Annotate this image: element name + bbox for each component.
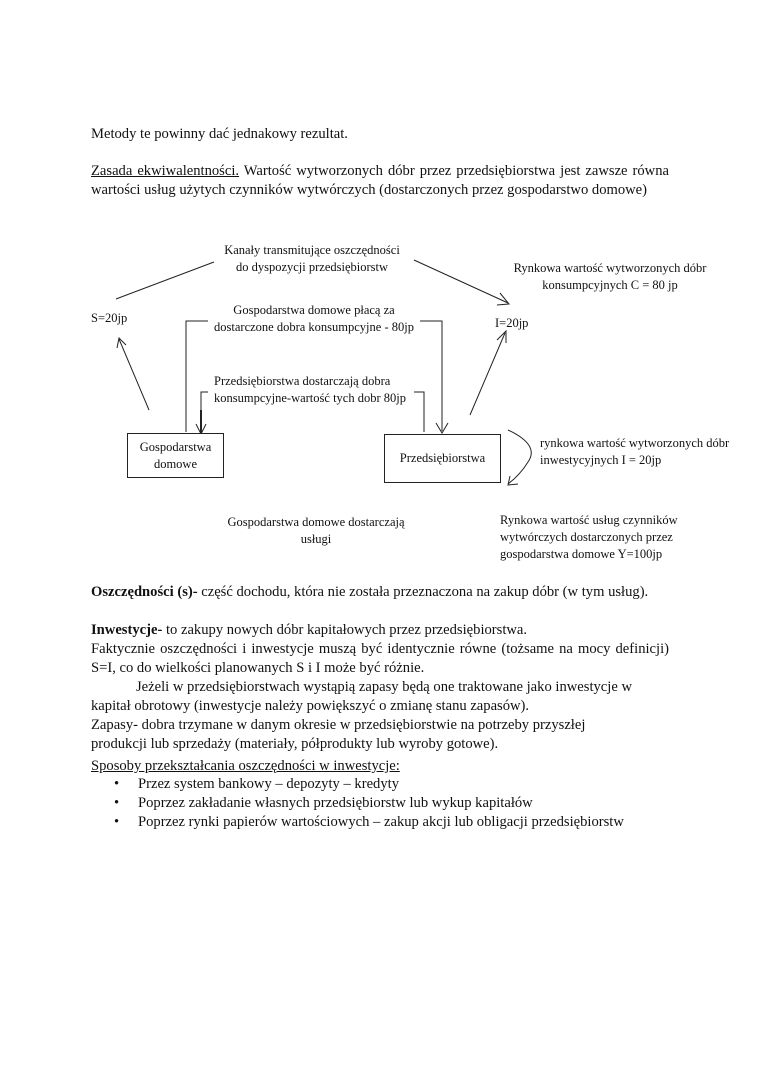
factor-services-line3: gospodarstwa domowe Y=100jp (500, 547, 663, 561)
firms-box (384, 434, 501, 483)
investment-term: Inwestycje- (91, 622, 163, 638)
list-item-text: Poprzez zakładanie własnych przedsiębiorstw lub wykup kapitałów (138, 795, 533, 811)
intro-paragraph (91, 125, 669, 144)
channels-label (209, 242, 415, 276)
investment-goods-value-label (540, 435, 729, 469)
channels-label-line2: do dyspozycji przedsiębiorstw (235, 260, 389, 274)
list-item-text: Przez system bankowy – depozyty – kredyty (138, 776, 400, 792)
investment-definition-text: to zakupy nowych dóbr kapitałowych przez przedsiębiorstwa. (162, 622, 528, 638)
factor-services-line1: Rynkowa wartość usług czynników (500, 513, 678, 527)
firms-supply-line1: Przedsiębiorstwa dostarczają dobra (214, 374, 391, 388)
equivalence-text: Wartość wytworzonych dóbr przez przedsiębiorstwa jest zawsze równa wartości usług użytych czynników wytwórczych (dostarczonych przez gospodarstwo domowe) (91, 163, 669, 198)
households-services-line1: Gospodarstwa domowe dostarczają (227, 515, 405, 529)
stocks-text-line1: Zapasy- dobra trzymane w danym okresie w przedsiębiorstwie na potrzeby przyszłej (91, 717, 586, 733)
investment-goods-line1: rynkowa wartość wytworzonych dóbr (540, 436, 730, 450)
bullet-icon: • (114, 776, 120, 792)
equivalence-heading: Zasada ekwiwalentności. (91, 163, 240, 179)
inventory-paragraph (91, 678, 671, 716)
households-services-line2: usługi (300, 532, 332, 546)
households-box (127, 433, 224, 478)
factor-services-value-label (500, 512, 678, 563)
channels-label-line1: Kanały transmitujące oszczędności (224, 243, 400, 257)
methods-heading: Sposoby przekształcania oszczędności w inwestycje: (91, 758, 400, 774)
factor-services-line2: wytwórczych dostarczonych przez (500, 530, 673, 544)
stocks-paragraph (91, 716, 691, 754)
consumer-goods-value-label (505, 260, 715, 294)
stocks-text-line2: produkcji lub sprzedaży (materiały, półprodukty lub wyroby gotowe). (91, 736, 499, 752)
households-supply-services-label (210, 514, 422, 548)
households-box-line1: Gospodarstwa (139, 439, 212, 454)
savings-definition (91, 583, 669, 602)
investment-label: I=20jp (495, 316, 529, 330)
firms-supply-line2: konsumpcyjne-wartość tych dobr 80jp (214, 391, 406, 405)
firms-supply-label (214, 373, 406, 407)
consumer-goods-line1: Rynkowa wartość wytworzonych dóbr (513, 261, 707, 275)
identity-text: Faktycznie oszczędności i inwestycje muszą być identycznie równe (tożsame na mocy definicji) S=I, co do wielkości planowanych S i I może być różnie. (91, 641, 669, 676)
list-item-text: Poprzez rynki papierów wartościowych – zakup akcji lub obligacji przedsiębiorstw (138, 814, 624, 830)
methods-list (91, 775, 691, 832)
investment-definition (91, 621, 669, 640)
savings-label: S=20jp (91, 311, 128, 325)
equivalence-paragraph (91, 162, 669, 200)
list-item (91, 775, 691, 794)
methods-heading-block (91, 757, 669, 776)
investment-goods-line2: inwestycyjnych I = 20jp (540, 453, 662, 467)
households-pay-line1: Gospodarstwa domowe płacą za (233, 303, 395, 317)
list-item (91, 813, 691, 832)
intro-text: Metody te powinny dać jednakowy rezultat. (91, 126, 348, 142)
savings-term: Oszczędności (s)- (91, 584, 198, 600)
savings-definition-text: część dochodu, która nie została przeznaczona na zakup dóbr (w tym usług). (197, 584, 649, 600)
bullet-icon: • (114, 795, 120, 811)
identity-paragraph (91, 640, 669, 678)
households-pay-label (208, 302, 420, 336)
households-pay-line2: dostarczone dobra konsumpcyjne - 80jp (214, 320, 414, 334)
bullet-icon: • (114, 814, 120, 830)
circular-flow-diagram (0, 230, 760, 575)
households-box-line2: domowe (153, 456, 198, 471)
inventory-text: Jeżeli w przedsiębiorstwach wystąpią zapasy będą one traktowane jako inwestycje w kapitał obrotowy (inwestycje należy powiększyć o zmianę stanu zapasów). (91, 679, 633, 714)
consumer-goods-line2: konsumpcyjnych C = 80 jp (542, 278, 678, 292)
firms-box-label: Przedsiębiorstwa (399, 451, 486, 465)
list-item (91, 794, 691, 813)
